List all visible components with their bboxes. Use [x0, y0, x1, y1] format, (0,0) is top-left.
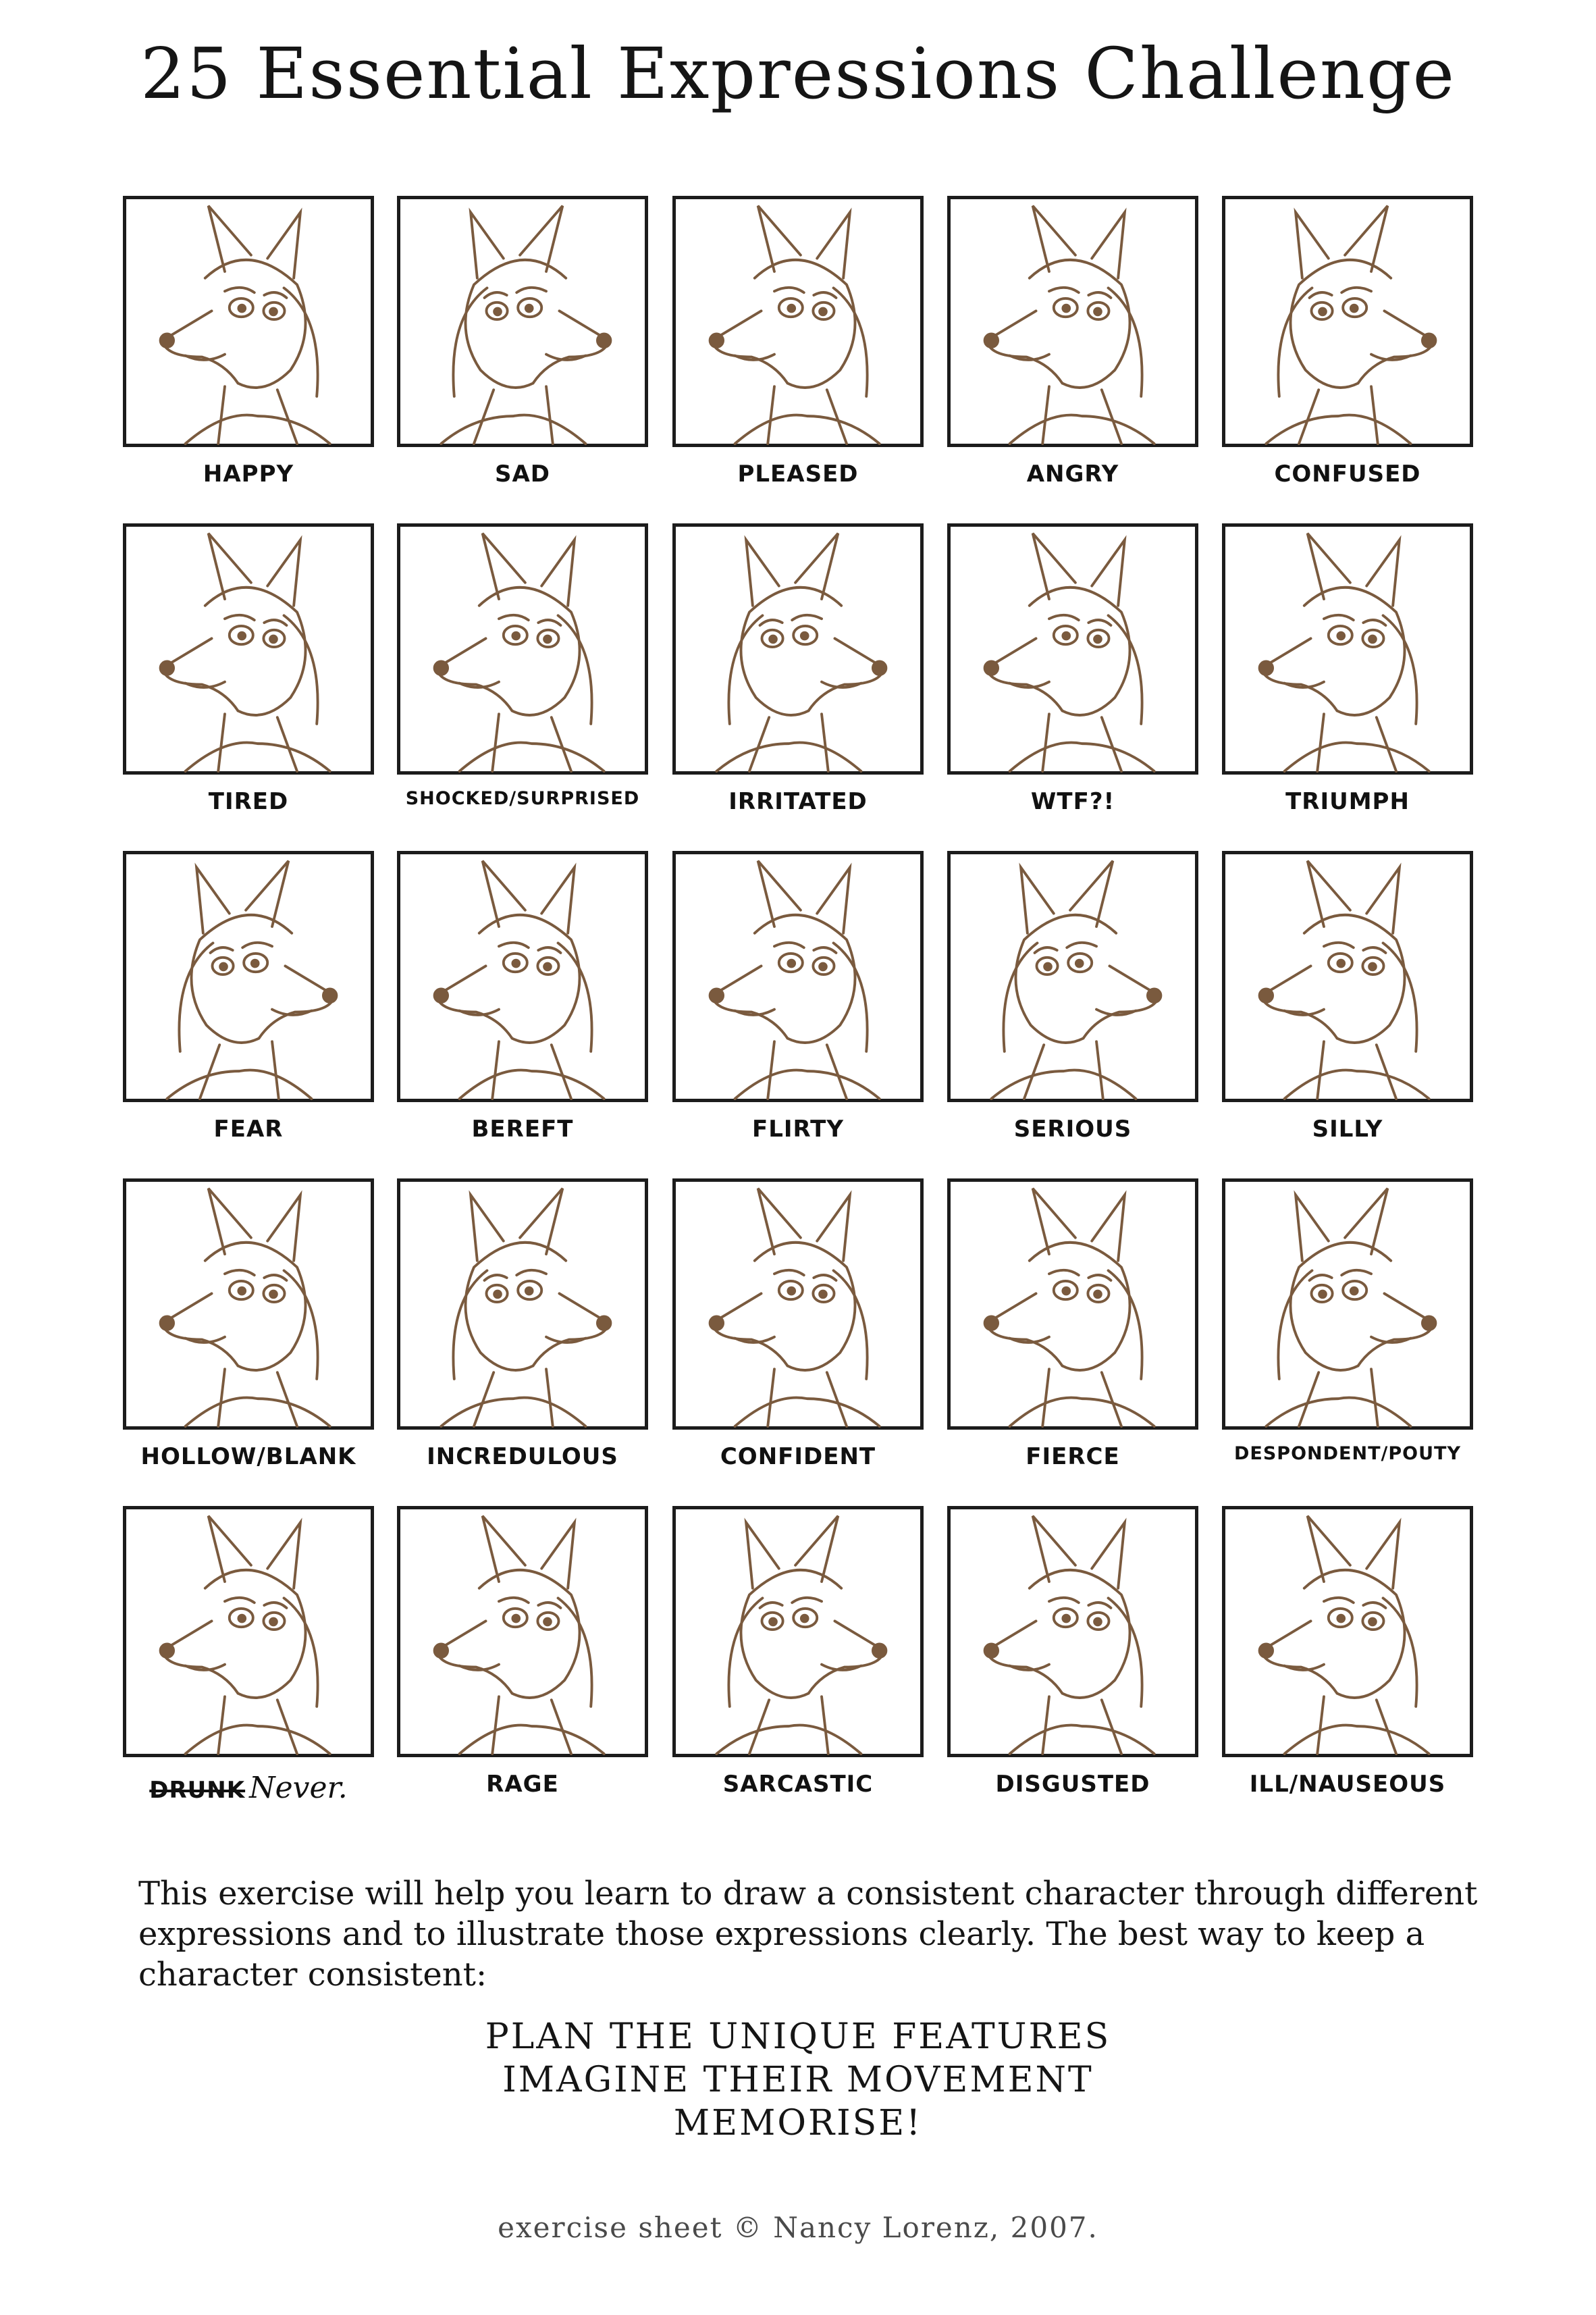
- expression-frame: [672, 523, 924, 775]
- expression-label: [920, 461, 1225, 488]
- expression-label: [1195, 1771, 1500, 1798]
- character-sketch-icon: [951, 199, 1195, 444]
- expression-label-text: DESPONDENT/POUTY: [1233, 1443, 1461, 1464]
- expression-label-text: HOLLOW/BLANK: [140, 1443, 356, 1470]
- expression-label-text: DRUNK: [149, 1777, 246, 1804]
- intro-paragraph: This exercise will help you learn to draw a consistent character through different expressions and to illustrate those expressions clearly. The best way to keep a character consistent:: [138, 1875, 1478, 1994]
- expression-label-text: WTF?!: [1030, 788, 1115, 815]
- character-sketch-icon: [126, 854, 371, 1099]
- character-sketch-icon: [1225, 199, 1470, 444]
- expression-frame: [1222, 1178, 1473, 1430]
- character-sketch-icon: [400, 1509, 645, 1754]
- expression-frame: [123, 1178, 374, 1430]
- expression-label: [645, 461, 951, 488]
- expression-label-text: FLIRTY: [751, 1116, 844, 1143]
- expression-frame: [123, 1506, 374, 1757]
- expression-label: [1195, 788, 1500, 815]
- expression-label: [96, 1116, 401, 1143]
- character-sketch-icon: [400, 854, 645, 1099]
- handwritten-note: Never.: [249, 1771, 348, 1805]
- character-sketch-icon: [676, 527, 920, 771]
- expression-frame: [947, 1178, 1198, 1430]
- page-title: 25 Essential Expressions Challenge: [140, 32, 1456, 115]
- expression-frame: [1222, 196, 1473, 447]
- character-sketch-icon: [126, 1509, 371, 1754]
- expression-frame: [672, 1178, 924, 1430]
- expression-frame: [123, 851, 374, 1102]
- expression-label: [370, 1443, 675, 1470]
- expression-label-text: CONFIDENT: [720, 1443, 876, 1470]
- expression-label-text: ANGRY: [1026, 461, 1119, 488]
- motto-line: MEMORISE!: [673, 2103, 923, 2143]
- expression-label: [1195, 1116, 1500, 1143]
- expression-label-text: PLEASED: [737, 461, 859, 488]
- expression-frame: [123, 523, 374, 775]
- expression-frame: [397, 1178, 648, 1430]
- character-sketch-icon: [400, 527, 645, 771]
- expression-label: [370, 788, 675, 809]
- character-sketch-icon: [676, 199, 920, 444]
- motto: [0, 2015, 1596, 2145]
- expression-label-text: SARCASTIC: [722, 1771, 874, 1798]
- expression-label-text: FIERCE: [1026, 1443, 1120, 1470]
- expression-label: [96, 788, 401, 815]
- expression-label: [645, 1443, 951, 1470]
- motto-line: IMAGINE THEIR MOVEMENT: [502, 2060, 1094, 2100]
- expression-label-text: CONFUSED: [1274, 461, 1421, 488]
- expression-label: [1195, 1443, 1500, 1464]
- character-sketch-icon: [126, 1182, 371, 1426]
- character-sketch-icon: [1225, 854, 1470, 1099]
- expression-label: [920, 1771, 1225, 1798]
- expression-label-text: IRRITATED: [728, 788, 868, 815]
- character-sketch-icon: [951, 854, 1195, 1099]
- expression-label: [645, 1116, 951, 1143]
- expression-label: [96, 1443, 401, 1470]
- expression-label: [370, 1771, 675, 1798]
- expression-label-text: ILL/NAUSEOUS: [1249, 1771, 1446, 1798]
- character-sketch-icon: [1225, 1509, 1470, 1754]
- character-sketch-icon: [676, 854, 920, 1099]
- expression-frame: [397, 523, 648, 775]
- expression-frame: [397, 1506, 648, 1757]
- expression-frame: [123, 196, 374, 447]
- expression-label-text: BEREFT: [471, 1116, 574, 1143]
- character-sketch-icon: [400, 199, 645, 444]
- character-sketch-icon: [676, 1509, 920, 1754]
- expression-frame: [1222, 1506, 1473, 1757]
- expression-frame: [947, 523, 1198, 775]
- expression-label-text: SAD: [494, 461, 551, 488]
- expression-frame: [672, 196, 924, 447]
- expression-frame: [397, 851, 648, 1102]
- expression-frame: [947, 851, 1198, 1102]
- expression-frame: [1222, 523, 1473, 775]
- character-sketch-icon: [400, 1182, 645, 1426]
- character-sketch-icon: [951, 1509, 1195, 1754]
- expression-label-text: SERIOUS: [1013, 1116, 1132, 1143]
- character-sketch-icon: [1225, 1182, 1470, 1426]
- expression-label-text: RAGE: [486, 1771, 559, 1798]
- expression-label: [920, 1116, 1225, 1143]
- expression-frame: [672, 851, 924, 1102]
- character-sketch-icon: [126, 199, 371, 444]
- expression-label: [920, 1443, 1225, 1470]
- expression-label-text: SHOCKED/SURPRISED: [405, 788, 640, 809]
- character-sketch-icon: [126, 527, 371, 771]
- motto-line: PLAN THE UNIQUE FEATURES: [485, 2017, 1111, 2057]
- expression-label-text: INCREDULOUS: [427, 1443, 618, 1470]
- expression-frame: [1222, 851, 1473, 1102]
- credit-line: exercise sheet © Nancy Lorenz, 2007.: [498, 2211, 1098, 2244]
- expression-label: [96, 1771, 401, 1805]
- expression-label: [370, 1116, 675, 1143]
- expression-frame: [947, 196, 1198, 447]
- expression-label: [370, 461, 675, 488]
- expression-frame: [947, 1506, 1198, 1757]
- expression-label-text: FEAR: [213, 1116, 284, 1143]
- expression-label-text: HAPPY: [203, 461, 294, 488]
- character-sketch-icon: [951, 1182, 1195, 1426]
- expression-frame: [397, 196, 648, 447]
- expression-label-text: SILLY: [1312, 1116, 1383, 1143]
- expression-label: [1195, 461, 1500, 488]
- expression-label: [645, 788, 951, 815]
- expression-label-text: DISGUSTED: [995, 1771, 1150, 1798]
- expression-label: [645, 1771, 951, 1798]
- character-sketch-icon: [951, 527, 1195, 771]
- character-sketch-icon: [676, 1182, 920, 1426]
- expression-label: [96, 461, 401, 488]
- expression-label-text: TRIUMPH: [1285, 788, 1410, 815]
- character-sketch-icon: [1225, 527, 1470, 771]
- expression-label: [920, 788, 1225, 815]
- expression-frame: [672, 1506, 924, 1757]
- expression-label-text: TIRED: [208, 788, 289, 815]
